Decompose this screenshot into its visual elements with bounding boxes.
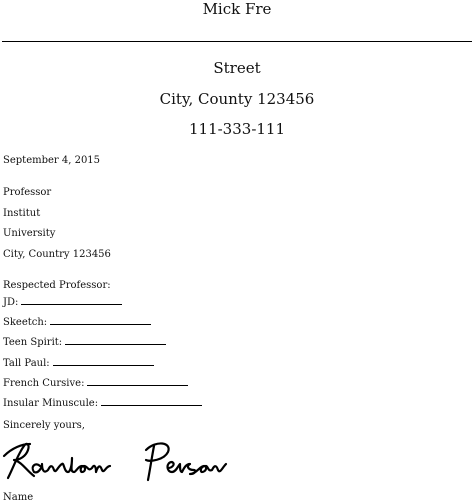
field-label: Teen Spirit: xyxy=(3,337,63,349)
handwritten-signature xyxy=(0,436,240,486)
field-row-tall-paul xyxy=(3,358,202,378)
salutation: Respected Professor: xyxy=(3,280,111,291)
field-row-insular-minuscule xyxy=(3,398,202,418)
field-line[interactable] xyxy=(21,304,122,305)
field-line[interactable] xyxy=(87,385,188,386)
signer-name: Name xyxy=(3,492,34,503)
field-row-teen-spirit xyxy=(3,337,202,357)
sender-street: Street xyxy=(213,59,261,77)
recipient-line: Institut xyxy=(3,207,41,219)
recipient-address xyxy=(3,187,111,269)
field-row-jd xyxy=(3,297,202,317)
closing: Sincerely yours, xyxy=(3,420,85,431)
recipient-line: University xyxy=(3,228,56,239)
sender-city: City, County 123456 xyxy=(159,90,315,108)
field-row-french-cursive xyxy=(3,378,202,398)
sender-phone: 111-333-111 xyxy=(188,120,286,138)
field-label: JD: xyxy=(3,297,19,308)
field-line[interactable] xyxy=(65,344,166,345)
letter-date: September 4, 2015 xyxy=(3,155,101,166)
field-label: French Cursive: xyxy=(3,377,85,389)
field-label: Tall Paul: xyxy=(3,357,50,369)
field-label: Insular Minuscule: xyxy=(3,397,99,409)
field-row-skeetch xyxy=(3,317,202,337)
field-line[interactable] xyxy=(53,365,154,366)
recipient-line: Professor xyxy=(3,187,52,198)
field-line[interactable] xyxy=(101,405,202,406)
field-line[interactable] xyxy=(50,324,151,325)
signature-fields xyxy=(3,297,202,418)
recipient-line: City, Country 123456 xyxy=(3,248,111,260)
field-label: Skeetch: xyxy=(3,317,48,329)
header-rule xyxy=(2,41,472,42)
sender-name: Mick Fre xyxy=(202,0,272,18)
